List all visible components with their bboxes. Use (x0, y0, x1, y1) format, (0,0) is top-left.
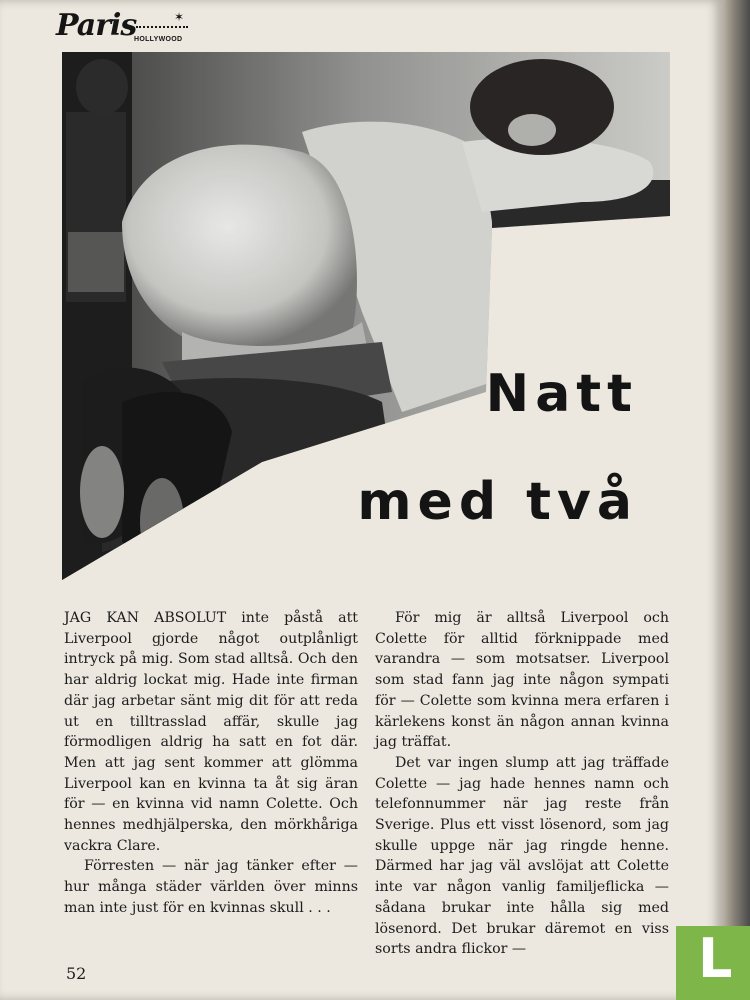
paragraph: Det var ingen slump att jag träffade Colette — jag hade hennes namn och telefonnummer när jag reste från Sverige. Plus ett visst lösenord, som jag skulle uppge när jag ringde henne. Därmed har jag väl avslöjat att Colette inte var någon vanlig familjeflicka — sådana brukar inte hålla sig med lösenord. Det brukar däremot en viss sorts andra flickor — (375, 754, 669, 958)
book-spine (722, 0, 750, 1000)
masthead-brand: Paris (56, 8, 137, 43)
text-column-right (375, 608, 669, 960)
masthead-sub: HOLLYWOOD (134, 36, 183, 43)
star-icon: ✶ (174, 10, 185, 24)
masthead-dots (136, 26, 188, 30)
paragraph: För mig är alltså Liverpool och Colette för alltid förknippade med varandra — som motsatser. Liverpool som stad fann jag inte någon sympati för — Colette som kvinna mera erfaren i kärlekens konst än någon annan kvinna jag träffat. (375, 610, 669, 751)
page-number: 52 (66, 964, 87, 983)
paragraph: JAG KAN ABSOLUT inte påstå att Liverpool gjorde något outplånligt intryck på mig. Som stad alltså. Och den har aldrig lockat mig. Hade inte firman där jag arbetar sänt mig dit för att reda ut en tilltrasslad affär, skulle jag förmodligen aldrig ha satt en fot där. Men att jag sent kommer att glömma Liverpool kan en kvinna ta åt sig äran för — en kvinna vid namn Colette. Och hennes medhjälperska, den mörkhåriga vackra Clare. (64, 610, 358, 854)
headline-line1: Natt (485, 364, 638, 424)
paragraph: Förresten — när jag tänker efter — hur många städer världen över minns man inte just för en kvinnas skull . . . (64, 858, 358, 916)
watermark-letter: L (698, 927, 733, 990)
watermark-badge (676, 926, 750, 1000)
headline-line2: med två (357, 472, 638, 532)
masthead-logo (56, 8, 186, 48)
text-column-left (64, 608, 358, 919)
